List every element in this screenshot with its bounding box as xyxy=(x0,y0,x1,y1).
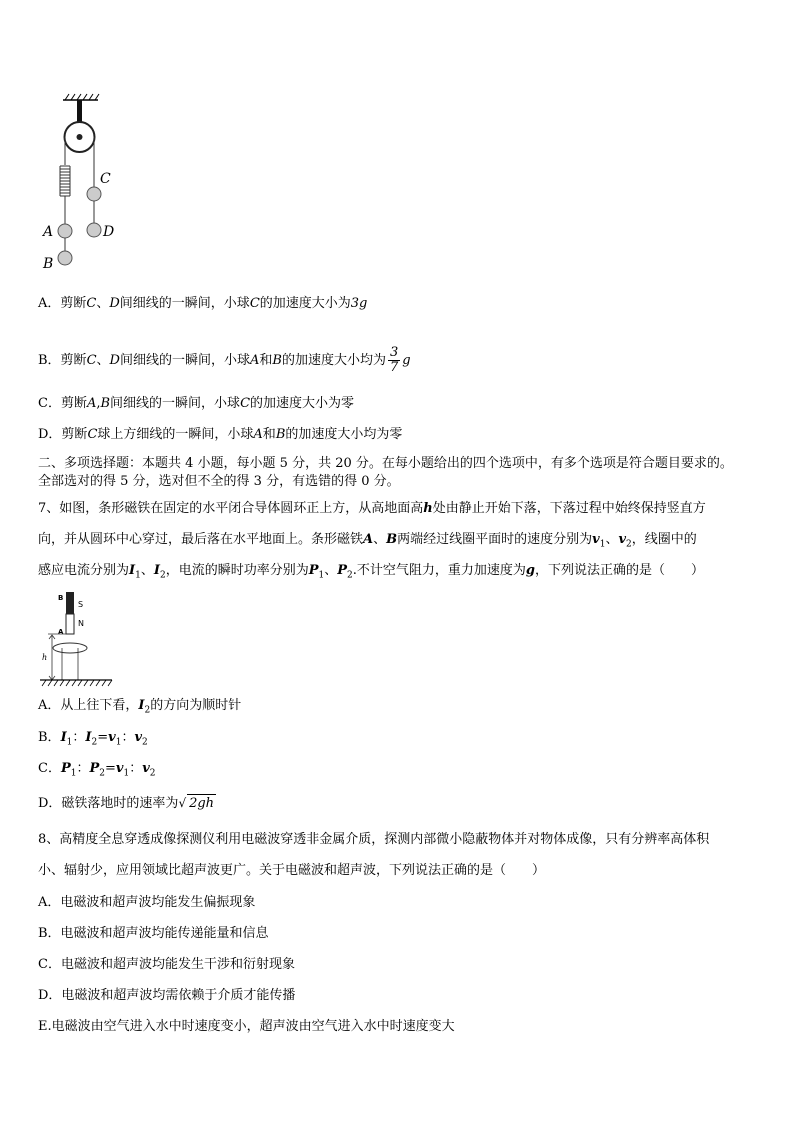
q7-option-d[interactable]: D．磁铁落地时的速率为√ 2gh xyxy=(38,796,215,811)
conducting-ring xyxy=(53,643,87,653)
q8-option-b[interactable]: B．电磁波和超声波均能传递能量和信息 xyxy=(38,926,269,941)
q7-option-b[interactable]: B．$I_1$：$I_2=v_1$：$v_2$ xyxy=(38,730,148,748)
spring xyxy=(60,166,70,196)
svg-text:N: N xyxy=(78,619,84,628)
svg-text:B: B xyxy=(58,594,64,602)
q8-stem-line2: 小、辐射少，应用领域比超声波更广。关于电磁波和超声波，下列说法正确的是（ ） xyxy=(38,863,546,878)
svg-text:S: S xyxy=(78,600,84,609)
svg-text:A: A xyxy=(58,628,64,636)
sqrt-expression: 2gh xyxy=(189,796,215,811)
q8-option-e[interactable]: E.电磁波由空气进入水中时速度变小，超声波由空气进入水中时速度变大 xyxy=(38,1019,455,1034)
q6-option-b[interactable]: B．剪断C、D间细线的一瞬间，小球A和B的加速度大小均为 $\frac{3}{7}$ g xyxy=(38,345,411,375)
pulley-figure xyxy=(30,90,150,275)
q8-option-d[interactable]: D．电磁波和超声波均需依赖于介质才能传播 xyxy=(38,988,296,1003)
ball-c xyxy=(87,187,101,201)
q6-option-c[interactable]: C．剪断A,B间细线的一瞬间，小球C的加速度大小为零 xyxy=(38,396,355,411)
q7-option-c[interactable]: C．$P_1$：$P_2=v_1$：$v_2$ xyxy=(38,761,156,779)
label-c: C xyxy=(100,171,111,187)
q7-stem-line3: 感应电流分别为$I_1$、$I_2$，电流的瞬时功率分别为$P_1$、$P_2$.不计空气阻力，重力加速度为g，下列说法正确的是（ ） xyxy=(38,563,704,581)
magnet-n-half xyxy=(66,614,74,634)
label-a: A xyxy=(43,224,54,240)
q7-stem-line1: 7、如图，条形磁铁在固定的水平闭合导体圆环正上方，从高地面高h处由静止开始下落，下落过程中始终保持竖直方 xyxy=(38,501,706,516)
magnet-figure xyxy=(38,590,118,688)
label-b: B xyxy=(43,256,54,272)
ball-d xyxy=(87,223,101,237)
q8-option-a[interactable]: A．电磁波和超声波均能发生偏振现象 xyxy=(38,895,256,910)
section2-note: 全部选对的得 5 分，选对但不全的得 3 分，有选错的得 0 分。 xyxy=(38,474,400,489)
fraction: $\frac{3}{7}$ xyxy=(389,345,399,375)
q7-option-a[interactable]: A．从上往下看，$I_2$的方向为顺时针 xyxy=(38,698,242,716)
label-d: D xyxy=(103,224,115,240)
q8-option-c[interactable]: C．电磁波和超声波均能发生干涉和衍射现象 xyxy=(38,957,295,972)
q7-stem-line2: 向，并从圆环中心穿过，最后落在水平地面上。条形磁铁A、B两端经过线圈平面时的速度分别为$v_1$、$v_2$，线圈中的 xyxy=(38,532,697,550)
q8-stem-line1: 8、高精度全息穿透成像探测仪利用电磁波穿透非金属介质，探测内部微小隐蔽物体并对物体成像，只有分辨率高体积 xyxy=(38,832,710,847)
q6-option-a[interactable]: A．剪断C、D间细线的一瞬间，小球C的加速度大小为3g xyxy=(38,296,368,311)
q6-option-d[interactable]: D．剪断C球上方细线的一瞬间，小球A和B的加速度大小均为零 xyxy=(38,427,403,442)
ball-a xyxy=(58,224,72,238)
magnet-s-half xyxy=(66,592,74,614)
svg-text:h: h xyxy=(42,653,48,662)
ball-b xyxy=(58,251,72,265)
section2-heading: 二、多项选择题：本题共 4 小题，每小题 5 分，共 20 分。在每小题给出的四个选项中，有多个选项是符合题目要求的。 xyxy=(38,456,733,471)
